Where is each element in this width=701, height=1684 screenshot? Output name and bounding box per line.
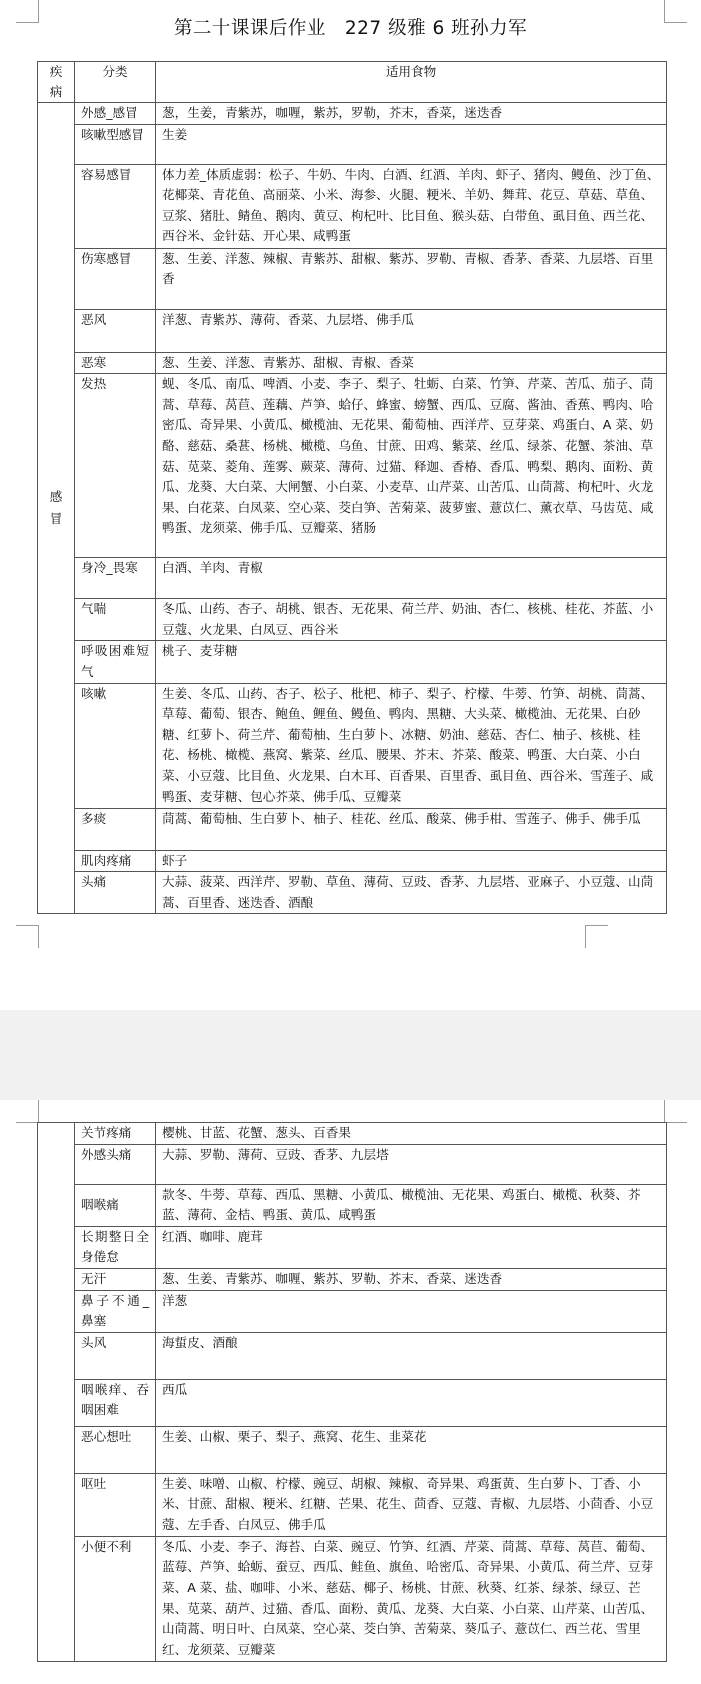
foods-cell: 西瓜 <box>156 1379 667 1426</box>
foods-cell: 冬瓜、小麦、李子、海苔、白菜、豌豆、竹笋、红酒、芹菜、茼蒿、草莓、莴苣、葡萄、蓝莓、芦笋、蛤蛎、蚕豆、西瓜、鲑鱼、旗鱼、哈密瓜、奇异果、小黄瓜、荷兰芹、豆芽菜、A 菜、盐、咖啡、小米、慈菇、椰子、杨桃、甘蔗、秋葵、红茶、绿茶、绿豆、芒果、苋菜、葫芦、过猫、香瓜、面粉、黄瓜、龙葵、大白菜、小白菜、山芹菜、山苦瓜、山茼蒿、明日叶、白凤菜、空心菜、茭白笋、苦菊菜、葵瓜子、薏苡仁、西兰花、雪里红、龙须菜、豆瓣菜 <box>156 1536 667 1661</box>
header-foods: 适用食物 <box>156 62 667 103</box>
foods-cell: 冬瓜、山药、杏子、胡桃、银杏、无花果、荷兰芹、奶油、杏仁、核桃、桂花、芥蓝、小豆蔻、火龙果、白凤豆、西谷米 <box>156 599 667 641</box>
document-page-2 <box>0 1100 701 1684</box>
category-cell: 咳嗽型感冒 <box>75 124 156 164</box>
category-cell: 恶风 <box>75 309 156 352</box>
category-cell: 恶寒 <box>75 352 156 374</box>
table-header-row <box>38 62 667 103</box>
foods-cell: 葱、生姜、洋葱、辣椒、青紫苏、甜椒、紫苏、罗勒、青椒、香茅、香菜、九层塔、百里香 <box>156 248 667 309</box>
table-row <box>38 1290 667 1332</box>
table-row <box>38 1332 667 1379</box>
foods-cell: 大蒜、菠菜、西洋芹、罗勒、草鱼、薄荷、豆豉、香茅、九层塔、亚麻子、小豆蔻、山茼蒿、百里香、迷迭香、酒酿 <box>156 872 667 914</box>
category-cell: 容易感冒 <box>75 164 156 248</box>
header-category: 分类 <box>75 62 156 103</box>
foods-cell: 茼蒿、葡萄柚、生白萝卜、柚子、桂花、丝瓜、酸菜、佛手柑、雪莲子、佛手、佛手瓜 <box>156 808 667 850</box>
category-cell: 气喘 <box>75 599 156 641</box>
category-cell: 咳嗽 <box>75 683 156 808</box>
category-cell: 长期整日全身倦怠 <box>75 1226 156 1268</box>
foods-cell: 葱、生姜、青紫苏、咖喱、紫苏、罗勒、芥末、香菜、迷迭香 <box>156 1268 667 1290</box>
foods-cell: 樱桃、甘蓝、花蟹、葱头、百香果 <box>156 1123 667 1145</box>
foods-cell: 虾子 <box>156 850 667 872</box>
foods-cell: 体力差_体质虚弱：松子、牛奶、牛肉、白酒、红酒、羊肉、虾子、猪肉、鳗鱼、沙丁鱼、花椰菜、青花鱼、高丽菜、小米、海参、火腿、粳米、羊奶、舞茸、花豆、草菇、草鱼、豆浆、猪肚、鲭鱼、鹅肉、黄豆、枸杞叶、比目鱼、猴头菇、白带鱼、虱目鱼、西兰花、西谷米、金针菇、开心果、咸鸭蛋 <box>156 164 667 248</box>
table-row <box>38 124 667 164</box>
table-row <box>38 641 667 683</box>
category-cell: 咽喉痛 <box>75 1184 156 1226</box>
category-cell: 呼吸困难短气 <box>75 641 156 683</box>
table-row <box>38 1379 667 1426</box>
foods-cell: 生姜、冬瓜、山药、杏子、松子、枇杷、柿子、梨子、柠檬、牛蒡、竹笋、胡桃、茼蒿、草莓、葡萄、银杏、鲍鱼、鲤鱼、鳗鱼、鸭肉、黑糖、大头菜、橄榄油、无花果、白砂糖、红萝卜、荷兰芹、葡萄柚、生白萝卜、冰糖、奶油、慈菇、杏仁、柚子、核桃、桂花、杨桃、橄榄、燕窝、紫菜、丝瓜、腰果、芥末、芥菜、酸菜、鸭蛋、大白菜、小白菜、小豆蔻、比目鱼、火龙果、白木耳、百香果、百里香、虱目鱼、西谷米、雪莲子、咸鸭蛋、麦芽糖、包心芥菜、佛手瓜、豆瓣菜 <box>156 683 667 808</box>
foods-cell: 款冬、牛蒡、草莓、西瓜、黑糖、小黄瓜、橄榄油、无花果、鸡蛋白、橄榄、秋葵、芥蓝、薄荷、金桔、鸭蛋、黄瓜、咸鸭蛋 <box>156 1184 667 1226</box>
table-row <box>38 599 667 641</box>
category-cell: 身冷_畏寒 <box>75 558 156 599</box>
category-cell: 小便不利 <box>75 1536 156 1661</box>
foods-cell: 生姜、味噌、山椒、柠檬、豌豆、胡椒、辣椒、奇异果、鸡蛋黄、生白萝卜、丁香、小米、甘蔗、甜椒、粳米、红糖、芒果、花生、茴香、豆蔻、青椒、九层塔、小茴香、小豆蔻、左手香、白凤豆、佛手瓜 <box>156 1473 667 1536</box>
category-cell: 头痛 <box>75 872 156 914</box>
table-row <box>38 1123 667 1145</box>
category-cell: 外感_感冒 <box>75 103 156 125</box>
category-cell: 头风 <box>75 1332 156 1379</box>
category-cell: 鼻子不通_鼻塞 <box>75 1290 156 1332</box>
table-row <box>38 248 667 309</box>
table-row <box>38 683 667 808</box>
header-disease: 疾病 <box>38 62 75 103</box>
table-row <box>38 309 667 352</box>
table-row <box>38 1426 667 1473</box>
foods-cell: 洋葱 <box>156 1290 667 1332</box>
category-cell: 发热 <box>75 374 156 558</box>
page-corner-mark <box>16 925 39 948</box>
page-gap <box>0 1010 701 1100</box>
table-row <box>38 1536 667 1661</box>
page-corner-mark <box>16 1100 39 1123</box>
table-row <box>38 872 667 914</box>
table-row <box>38 1473 667 1536</box>
category-cell: 肌肉疼痛 <box>75 850 156 872</box>
foods-cell: 生姜、山椒、栗子、梨子、燕窝、花生、韭菜花 <box>156 1426 667 1473</box>
foods-cell: 蚬、冬瓜、南瓜、啤酒、小麦、李子、梨子、牡蛎、白菜、竹笋、芹菜、苦瓜、茄子、茼蒿、草莓、莴苣、莲藕、芦笋、蛤仔、蜂蜜、螃蟹、西瓜、豆腐、酱油、香蕉、鸭肉、哈密瓜、奇异果、小黄瓜、橄榄油、无花果、葡萄柚、西洋芹、豆芽菜、鸡蛋白、A 菜、奶酪、慈菇、桑葚、杨桃、橄榄、乌鱼、甘蔗、田鸡、紫菜、丝瓜、绿茶、花蟹、茶油、草菇、苋菜、菱角、莲雾、蕨菜、薄荷、过猫、释迦、香椿、香瓜、鸭梨、鹅肉、面粉、黄瓜、龙葵、大白菜、大闸蟹、小白菜、小麦草、山芹菜、山苦瓜、山茼蒿、枸杞叶、火龙果、白花菜、白凤菜、空心菜、茭白笋、苦菊菜、菠萝蜜、薏苡仁、薰衣草、马齿苋、咸鸭蛋、龙须菜、佛手瓜、豆瓣菜、猪肠 <box>156 374 667 558</box>
foods-cell: 生姜 <box>156 124 667 164</box>
table-row <box>38 352 667 374</box>
table-row <box>38 1184 667 1226</box>
category-cell: 无汗 <box>75 1268 156 1290</box>
disease-cell-continued <box>38 1123 75 1662</box>
table-row <box>38 164 667 248</box>
foods-cell: 红酒、咖啡、鹿茸 <box>156 1226 667 1268</box>
foods-cell: 葱、生姜、洋葱、青紫苏、甜椒、青椒、香菜 <box>156 352 667 374</box>
category-cell: 呕吐 <box>75 1473 156 1536</box>
table-row <box>38 1144 667 1184</box>
table-row <box>38 808 667 850</box>
table-row <box>38 103 667 125</box>
table-row <box>38 1268 667 1290</box>
category-cell: 外感头痛 <box>75 1144 156 1184</box>
disease-cell: 感冒 <box>38 103 75 914</box>
foods-cell: 白酒、羊肉、青椒 <box>156 558 667 599</box>
category-cell: 关节疼痛 <box>75 1123 156 1145</box>
category-cell: 咽喉痒、吞咽困难 <box>75 1379 156 1426</box>
foods-cell: 海蜇皮、酒酿 <box>156 1332 667 1379</box>
table-row <box>38 850 667 872</box>
food-table <box>37 61 667 914</box>
foods-cell: 桃子、麦芽糖 <box>156 641 667 683</box>
foods-cell: 大蒜、罗勒、薄荷、豆豉、香茅、九层塔 <box>156 1144 667 1184</box>
category-cell: 恶心想吐 <box>75 1426 156 1473</box>
foods-cell: 葱，生姜，青紫苏，咖喱，紫苏，罗勒，芥末，香菜，迷迭香 <box>156 103 667 125</box>
foods-cell: 洋葱、青紫苏、薄荷、香菜、九层塔、佛手瓜 <box>156 309 667 352</box>
category-cell: 伤寒感冒 <box>75 248 156 309</box>
page-corner-mark <box>585 925 608 948</box>
food-table-continued <box>37 1122 667 1662</box>
category-cell: 多痰 <box>75 808 156 850</box>
table-row <box>38 558 667 599</box>
page-corner-mark <box>664 1100 687 1123</box>
document-title: 第二十课课后作业 227 级雅 6 班孙力军 <box>173 18 528 39</box>
table-row <box>38 1226 667 1268</box>
table-row <box>38 374 667 558</box>
